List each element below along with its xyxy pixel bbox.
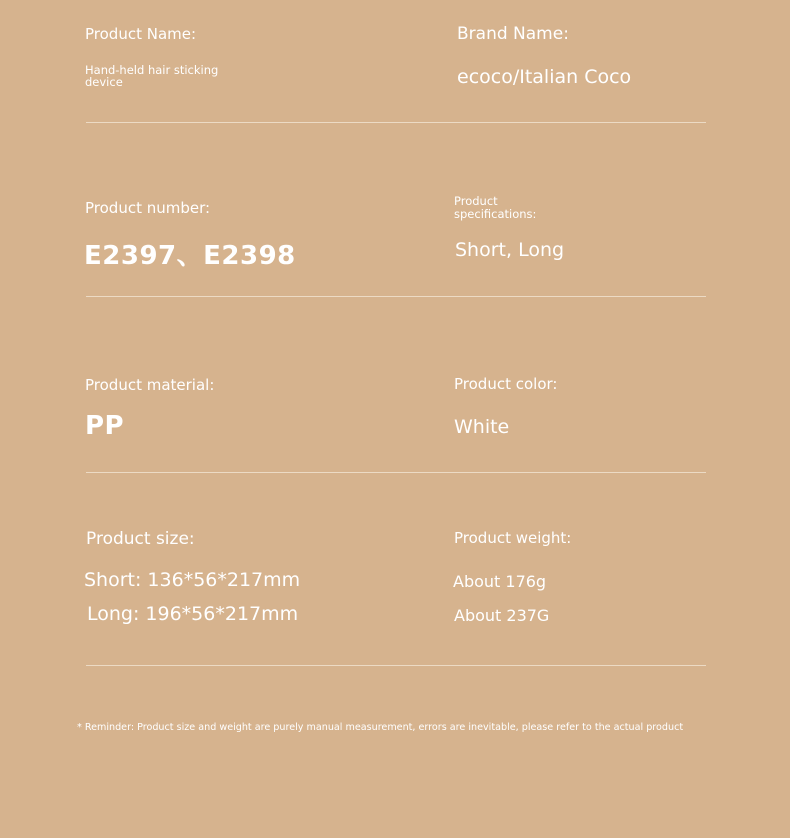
divider-2 — [86, 296, 706, 297]
product-number-label: Product number: — [85, 199, 211, 217]
product-color-label: Product color: — [454, 375, 558, 393]
product-weight-long: About 237G — [454, 606, 550, 625]
product-weight-short: About 176g — [453, 572, 547, 591]
product-color-value: White — [454, 416, 510, 438]
product-material-value: PP — [85, 411, 125, 441]
divider-1 — [86, 122, 706, 123]
product-name-value-line-2: device — [85, 75, 123, 89]
product-number-value: E2397、E2398 — [84, 241, 296, 271]
product-name-value-line-1: Hand-held hair sticking — [85, 63, 219, 77]
brand-name-label: Brand Name: — [457, 24, 569, 44]
product-specifications-label-line-2: specifications: — [454, 207, 537, 221]
product-name-value — [85, 64, 218, 88]
reminder-note: * Reminder: Product size and weight are purely manual measurement, errors are inevitable, please refer to the actual product — [77, 722, 684, 733]
product-name-label: Product Name: — [85, 25, 197, 43]
product-size-long: Long: 196*56*217mm — [87, 603, 299, 625]
product-specifications-label-line-1: Product — [454, 194, 498, 208]
product-material-label: Product material: — [85, 376, 215, 394]
brand-name-value: ecoco/Italian Coco — [457, 66, 632, 88]
product-weight-label: Product weight: — [454, 529, 572, 547]
product-specifications-label — [454, 195, 536, 221]
divider-4 — [86, 665, 706, 666]
product-specifications-value: Short, Long — [455, 239, 565, 261]
product-size-label: Product size: — [86, 529, 195, 549]
product-size-short: Short: 136*56*217mm — [84, 569, 301, 591]
divider-3 — [86, 472, 706, 473]
